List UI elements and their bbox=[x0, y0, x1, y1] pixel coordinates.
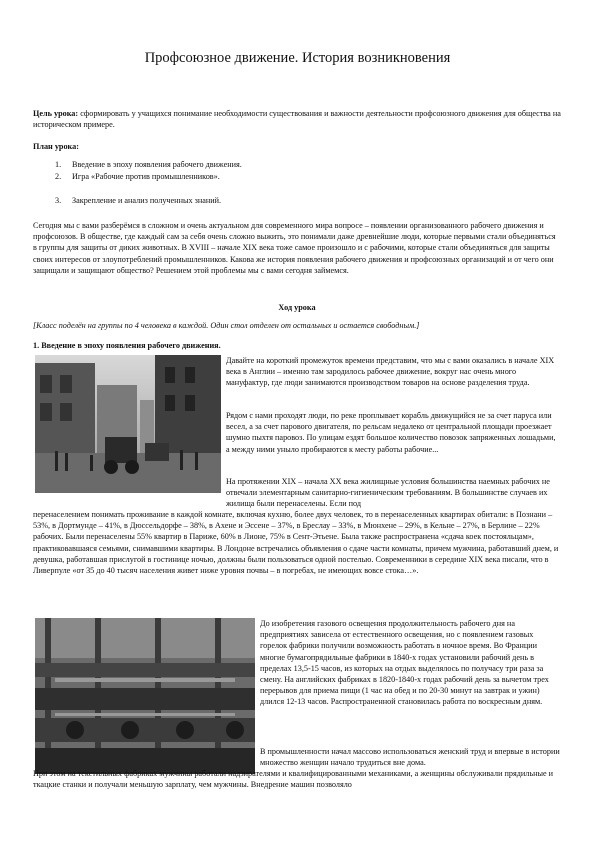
goal-text: сформировать у учащихся понимание необходимости существования и важности деятельности профсоюзного движения для общества на историческом примере. bbox=[33, 109, 561, 130]
paragraph-housing: перенаселением понимать проживание в каждой комнате, включая кухню, более двух человек, то в перенаселенных квартирах обитали: в Познани – 53%, в Дортмунде – 41%, в Дюссельдорфе – 38%, в Ахене и Эссене – 37%, в Бреслау – 33%, в Мюнхене – 29%, в Кельне – 27%, в Берлине – 22% рабочих. Были перенаселены 55% квартир в Париже, 60% в Лионе, 75% в Сент-Этьене. Была также распространена «сдача коек постояльцам», практиковавшаяся семьями, снимавшими квартиры. В Лондоне встречались объявления о сдаче части комнаты, причем мужчина, работавший днем, и девушка, работавшая прислугой в гостинице ночью, должны были пользоваться одной постелью. Современники в середине XIX века писали, что в Ливерпуле «от 35 до 40 тысяч населения живет ниже уровня почвы – в погребах, не имеющих вовсе стока…». bbox=[33, 510, 559, 576]
plan-heading: План урока: bbox=[33, 142, 79, 151]
paragraph-housing-start: На протяжении XIX – начала XX века жилищные условия большинства наемных рабочих не отвечали элементарным санитарно-гигиеническим требованиям. В большинстве случаев их жилища были перенаселены. Если под bbox=[226, 477, 550, 509]
lesson-goal bbox=[33, 108, 561, 130]
paragraph-women-start: В промышленности начал массово использоваться женский труд и впервые в истории множество женщин начало трудиться вне дома. bbox=[260, 747, 560, 768]
class-note: [Класс поделён на группы по 4 человека в каждой. Один стол отделен от остальных и остается свободным.] bbox=[33, 321, 420, 330]
street-photo bbox=[35, 355, 221, 493]
page-title: Профсоюзное движение. История возникновения bbox=[144, 50, 451, 66]
section-heading: 1. Введение в эпоху появления рабочего движения. bbox=[33, 341, 221, 350]
paragraph-workday: До изобретения газового освещения продолжительность рабочего дня на предприятиях зависела от естественного освещения, но с появлением газовых горелок фабрики получили возможность работать в ночное время. Во Франции многие бумагопрядильные фабрики в 1840-х годах установили рабочий день в пределах 13,5-15 часов, из которых на отдых выделялось по получасу три раза за смену. На английских фабриках в 1820-1840-х годах рабочий день за вычетом трех перерывов для приема пищи (1 час на обед и по 20-30 минут на завтрак и ужин) длился 12-13 часов. Распространенной становилась работа по воскресным дням. bbox=[260, 619, 549, 707]
factory-photo bbox=[35, 618, 255, 774]
plan-item: 2. Игра «Рабочие против промышленников». bbox=[55, 172, 220, 181]
lesson-heading: Ход урока bbox=[278, 303, 316, 312]
intro-paragraph: Сегодня мы с вами разберёмся в сложном и очень актуальном для современного мира вопросе – появлении организованного рабочего движения и профсоюзов. В обществе, где каждый сам за себя очень сложно выжить, это понимали даже древнейшие люди, которые первыми стали объединяться в группы для защиты от диких животных. В XVIII – начале XIX века тоже самое произошло и с рабочими, которые стали объединяться для защиты своих интересов от злоупотреблений промышленников. Какова же история появления рабочего движения и профсоюзных организаций и от чего они защищали и защищают общество? Решением этой проблемы мы с вами сегодня займемся. bbox=[33, 221, 556, 275]
plan-item: 3. Закрепление и анализ полученных знаний. bbox=[55, 196, 222, 205]
paragraph-street: Рядом с нами проходят люди, по реке проплывает корабль движущийся не за счет паруса или весел, а за счет парового двигателя, по рельсам недалеко от центральной площади проезжает шумно пыхтя паровоз. По улицам ездят большое количество повозок запряженных лошадьми, а между ними уныло пробираются к месту работы рабочие... bbox=[226, 411, 556, 454]
plan-item: 1. Введение в эпоху появления рабочего движения. bbox=[55, 160, 242, 169]
paragraph-women: При этом на текстильных фабриках мужчины работали надзирателями и квалифицированными механиками, а женщины обслуживали прядильные и ткацкие станки и получали меньшую зарплату, чем мужчины. Внедрение машин позволяло bbox=[33, 769, 554, 790]
paragraph-imagine: Давайте на короткий промежуток времени представим, что мы с вами оказались в начале XIX века в Англии – именно там зародилось рабочее движение, вокруг нас очень много мануфактур, где люди занимаются производством товаров на основе разделения труда. bbox=[226, 356, 555, 388]
goal-label: Цель урока: bbox=[33, 109, 79, 118]
